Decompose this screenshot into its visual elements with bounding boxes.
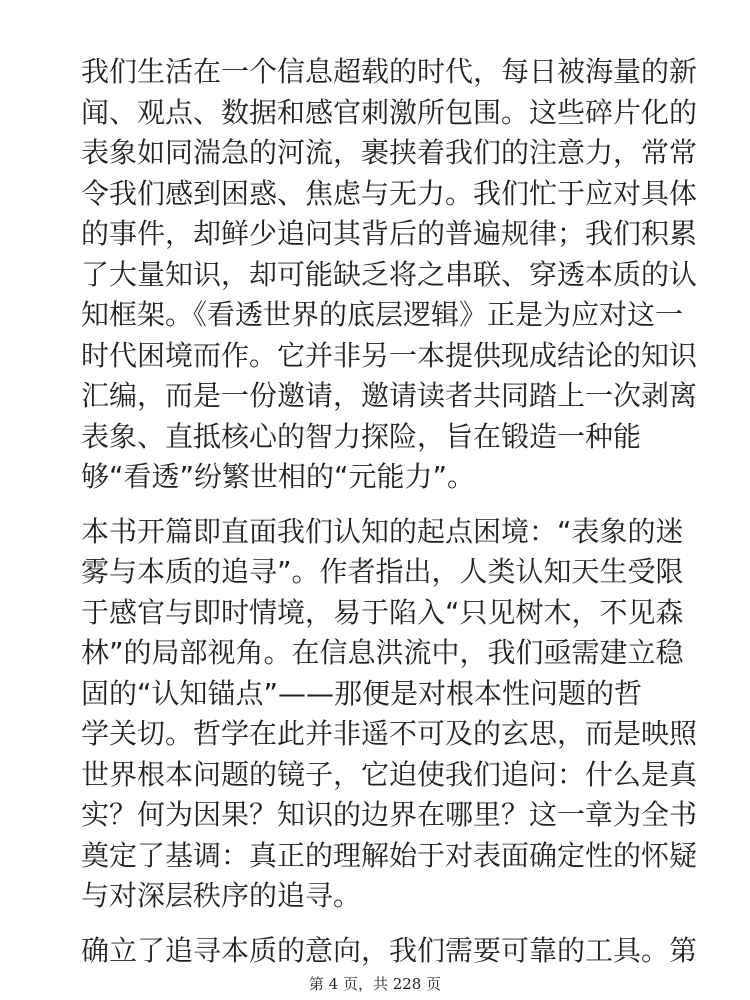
text-line: 表象如同湍急的河流，裹挟着我们的注意力，常常 [81,136,698,169]
text-line: 知框架。《看透世界的底层逻辑》正是为应对这一 [81,298,684,331]
text-line: 闻、观点、数据和感官刺激所包围。这些碎片化的 [81,95,698,129]
text-line: 了大量知识，却可能缺乏将之串联、穿透本质的认 [81,257,698,291]
paragraph-1 [81,52,698,498]
text-line: 表象、直抵核心的智力探险，旨在锻造一种能 [81,419,642,453]
text-line: 实？何为因果？知识的边界在哪里？这一章为全书 [81,798,698,831]
text-line: 世界根本问题的镜子，它迫使我们追问：什么是真 [81,757,698,791]
paragraph-spacer [81,917,671,931]
text-line: 我们生活在一个信息超载的时代，每日被海量的新 [81,55,698,88]
paragraph-2 [81,512,698,917]
text-line: 本书开篇即直面我们认知的起点困境：“表象的迷 [81,514,684,548]
text-line: 学关切。哲学在此并非遥不可及的玄思，而是映照 [81,717,698,750]
text-line: 固的“认知锚点”——那便是对根本性问题的哲 [81,676,643,710]
text-line: 令我们感到困惑、焦虑与无力。我们忙于应对具体 [81,176,698,210]
text-line: 够“看透”纷繁世相的“元能力”。 [81,460,476,493]
text-line: 于感官与即时情境，易于陷入“只见树木，不见森 [81,595,684,629]
text-line: 确立了追寻本质的意向，我们需要可靠的工具。第 [81,933,698,967]
text-line: 与对深层秩序的追寻。 [81,879,362,912]
paragraph-spacer [81,498,671,512]
text-line: 奠定了基调：真正的理解始于对表面确定性的怀疑 [81,838,698,872]
text-line: 时代困境而作。它并非另一本提供现成结论的知识 [81,338,698,372]
text-line: 雾与本质的追寻”。作者指出，人类认知天生受限 [81,555,684,588]
document-body [81,52,698,971]
page-number-footer: 第 4 页，共 228 页 [308,975,442,993]
text-line: 的事件，却鲜少追问其背后的普遍规律；我们积累 [81,217,698,250]
text-line: 林”的局部视角。在信息洪流中，我们亟需建立稳 [81,636,684,669]
text-line: 汇编，而是一份邀请，邀请读者共同踏上一次剥离 [81,379,698,412]
paragraph-3 [81,931,698,972]
